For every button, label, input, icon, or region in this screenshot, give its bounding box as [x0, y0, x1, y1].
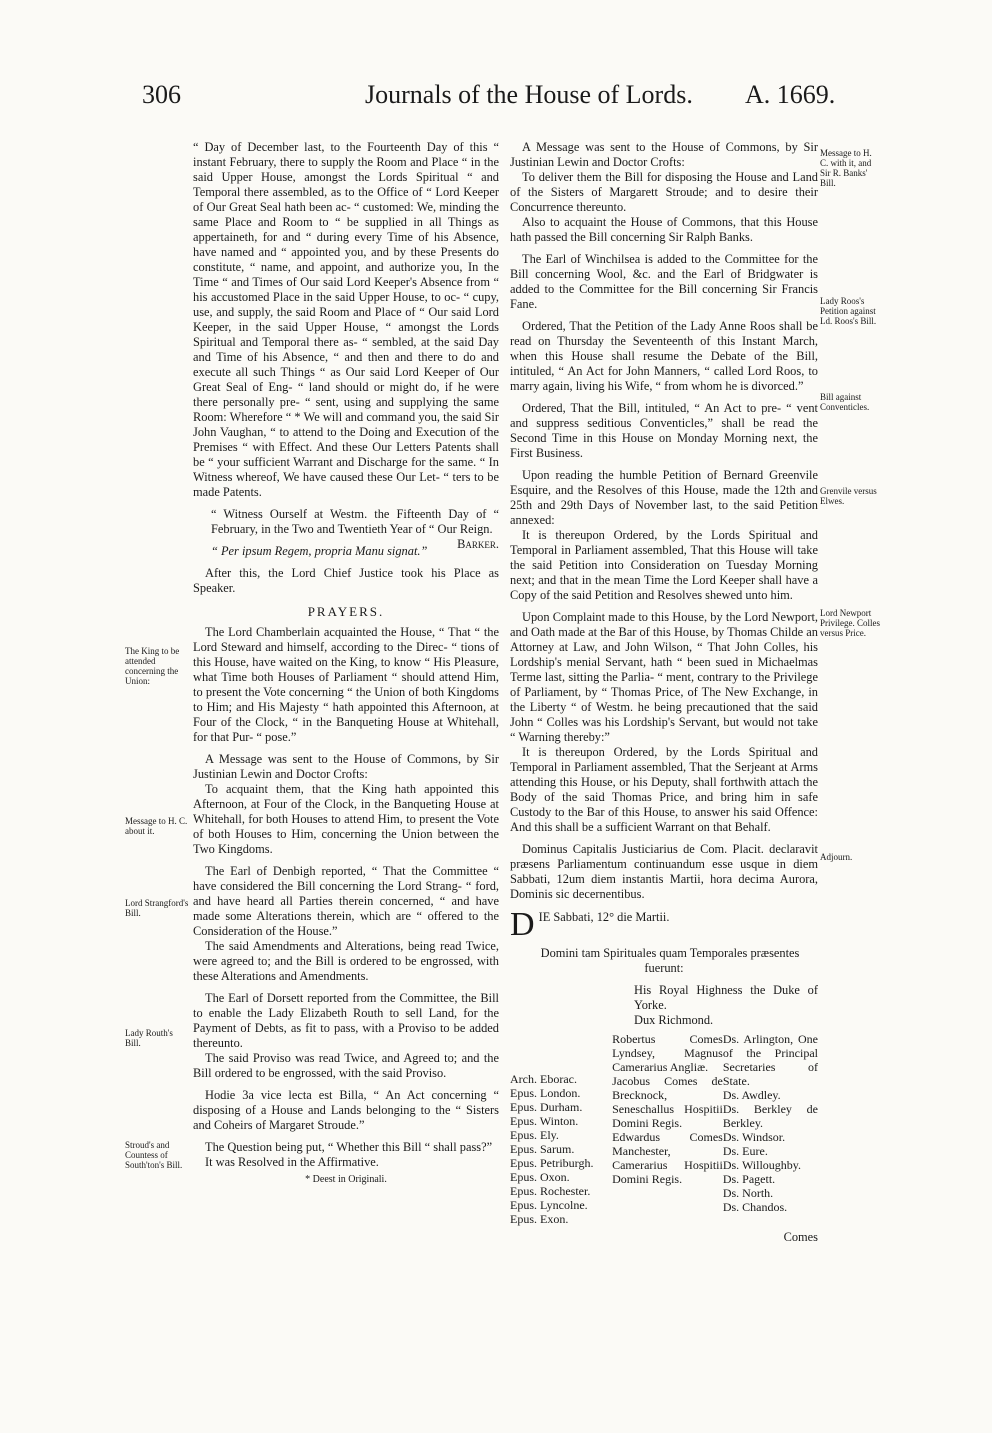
margin-note-roos: Lady Roos's Petition against Ld. Roos's Bill. — [820, 296, 877, 326]
bishop-name: Epus. Winton. — [510, 1114, 579, 1128]
message-banks: Also to acquaint the House of Commons, that this House hath passed the Bill concerning Sir Ralph Banks. — [510, 215, 818, 244]
right-column — [510, 140, 818, 1245]
dux-richmond: Dux Richmond. — [634, 1013, 714, 1027]
page-header — [0, 80, 992, 130]
prayers-heading: PRAYERS. — [307, 604, 385, 619]
bishop-name: Epus. Lyncolne. — [510, 1198, 588, 1212]
margin-note-newport: Lord Newport Privilege. Colles versus Price. — [820, 608, 880, 638]
lord-name: Ds. Chandos. — [722, 1200, 788, 1214]
newport-complaint: Upon Complaint made to this House, by the Lord Newport, and Oath made at the Bar of this House, by Thomas Childe an Attorney at Law, and John Wilson, “ That John Colles, his Lordship's menial Servant, hath “ been sued in Michaelmas Terme last, sitting the Parlia- “ ment, contrary to the Privilege of Parliament, by “ Thomas Price, of The New Exchange, in the Liberty “ of Westm. he being precautioned that the said John “ Colles was his Lordship's Servant, but would not take “ Warning thereby:” — [510, 610, 818, 744]
running-title: Journals of the House of Lords. — [365, 80, 693, 109]
lord-name: Ds. Eure. — [722, 1144, 768, 1158]
bishop-name: Epus. Oxon. — [510, 1170, 570, 1184]
message-detail: To acquaint them, that the King hath appointed this Afternoon, at Four of the Clock, in the Banqueting House at Whitehall, for both Houses to attend Him, to present the Vote of both Houses to Him, concerning the Union between the Two Kingdoms. — [193, 782, 499, 856]
lord-name: Ds. Awdley. — [722, 1088, 781, 1102]
year: A. 1669. — [745, 80, 836, 109]
margin-note-message: Message to H. C. about it. — [125, 816, 188, 836]
margin-note-message-r: Message to H. C. with it, and Sir R. Banks' Bill. — [820, 148, 872, 188]
margin-note-stroud: Stroud's and Countess of South'ton's Bill. — [125, 1140, 183, 1170]
winchilsea-paragraph: The Earl of Winchilsea is added to the Committee for the Bill concerning Wool, &c. and the Earl of Bridgwater is added to the Committee for the Bill concerning Sir Francis Fane. — [510, 252, 818, 311]
message-deliver: To deliver them the Bill for disposing the House and Land of the Sisters of Margarett Stroude; and to desire their Concurrence thereunto. — [510, 170, 818, 214]
lord-name: Ds. Berkley de Berkley. — [722, 1102, 818, 1130]
domini-present: Domini tam Spirituales quam Temporales præsentes fuerunt: — [540, 946, 800, 975]
margin-note-conventicles: Bill against Conventicles. — [820, 392, 870, 412]
roos-order: Ordered, That the Petition of the Lady Anne Roos shall be read on Thursday the Seventeenth of this Instant March, when this House shall resume the Debate of the Bill, intituled, “ An Act for John Manners, “ called Lord Roos, to marry again, living his Wife, “ from whom he is divorced.” — [510, 319, 818, 393]
lord-name: Ds. Arlington, One of the Principal Secretaries of State. — [722, 1032, 818, 1088]
lord-name: Ds. North. — [722, 1186, 774, 1200]
barker-signature: Barker. — [457, 537, 499, 551]
chamberlain-paragraph: The Lord Chamberlain acquainted the House, “ That “ the Lord Steward and himself, according to the Direc- “ tions of this House, have waited on the King, to know “ His Pleasure, what Time both Houses of Parliament “ should attend Him, to present the Vote concerning “ the Union of both Kingdoms to Him; and His Majesty “ hath appointed this Afternoon, at Four of the Clock, “ in the Banqueting House at Whitehall, for that Pur- “ pose.” — [193, 625, 499, 744]
bishops-column — [510, 1032, 612, 1226]
margin-note-king: The King to be attended concerning the Union: — [125, 646, 180, 686]
bishop-name: Epus. Petriburgh. — [510, 1156, 594, 1170]
drop-cap: D — [510, 906, 535, 943]
lord-name: Ds. Pagett. — [722, 1172, 776, 1186]
earls-column — [612, 1032, 723, 1226]
margin-note-routh: Lady Routh's Bill. — [125, 1028, 173, 1048]
bishop-name: Epus. Sarum. — [510, 1142, 575, 1156]
earl-name: Jacobus Comes de Brecknock, Seneschallus Hospitii Domini Regis. — [612, 1074, 723, 1130]
lords-column — [723, 1032, 818, 1226]
margin-note-adjourn: Adjourn. — [820, 852, 853, 862]
margin-note-strangford: Lord Strangford's Bill. — [125, 898, 189, 918]
sitting-date: IE Sabbati, 12° die Martii. — [538, 910, 670, 924]
conventicles-order: Ordered, That the Bill, intituled, “ An Act to pre- “ vent and suppress seditious Conventicles,” shall be read the Second Time in this House on Monday Morning next, the First Business. — [510, 401, 818, 460]
left-column — [193, 140, 499, 1187]
sitting-heading — [510, 906, 818, 943]
royal-highness: His Royal Highness the Duke of Yorke. — [634, 983, 818, 1012]
lord-name: Ds. Windsor. — [722, 1130, 786, 1144]
per-ipsum: “ Per ipsum Regem, propria Manu signat.” — [211, 544, 428, 558]
bishop-name: Epus. London. — [510, 1086, 581, 1100]
hodie-paragraph: Hodie 3a vice lecta est Billa, “ An Act concerning “ disposing of a House and Lands belonging to the “ Sisters and Coheirs of Margaret Stroude.” — [193, 1088, 499, 1132]
message-commons: A Message was sent to the House of Commons, by Sir Justinian Lewin and Doctor Crofts: — [510, 140, 818, 169]
message-paragraph: A Message was sent to the House of Commons, by Sir Justinian Lewin and Doctor Crofts: — [193, 752, 499, 781]
attendance-list — [510, 1032, 818, 1226]
bishop-name: Arch. Eborac. — [510, 1072, 577, 1086]
denbigh-paragraph: The Earl of Denbigh reported, “ That the Committee “ have considered the Bill concerning the Lord Strang- “ ford, and have heard all Parties therein concerned, “ and have made some Alterations therein, which are “ offered to the Consideration of the House.” — [193, 864, 499, 938]
bishop-name: Epus. Ely. — [510, 1128, 559, 1142]
newport-order: It is thereupon Ordered, by the Lords Spiritual and Temporal in Parliament assembled, That the Serjeant at Arms attending this House, or his Deputy, shall forthwith attach the Body of the said Thomas Price, and bring him in safe Custody to the Bar of this House, to answer his said Offence: And this shall be a sufficient Warrant on that Behalf. — [510, 745, 818, 834]
resolved-paragraph: It was Resolved in the Affirmative. — [205, 1155, 379, 1169]
dorsett-paragraph: The Earl of Dorsett reported from the Committee, the Bill to enable the Lady Elizabeth Routh to sell Land, for the Payment of Debts, as fit to pass, with a Proviso to be added thereunto. — [193, 991, 499, 1050]
bishop-name: Epus. Durham. — [510, 1100, 583, 1114]
bishop-name: Epus. Exon. — [510, 1212, 569, 1226]
lord-name: Ds. Willoughby. — [722, 1158, 802, 1172]
denbigh-amendments: The said Amendments and Alterations, being read Twice, were agreed to; and the Bill is ordered to be engrossed, with these Alterations and Amendments. — [193, 939, 499, 983]
page-number: 306 — [142, 80, 181, 109]
margin-note-grenvile: Grenvile versus Elwes. — [820, 486, 877, 506]
speaker-note: After this, the Lord Chief Justice took his Place as Speaker. — [193, 566, 499, 595]
witness-text: “ Witness Ourself at Westm. the Fifteenth Day of “ February, in the Two and Twentieth Year of “ Our Reign. — [211, 507, 499, 536]
earl-name: Edwardus Comes Manchester, Camerarius Hospitii Domini Regis. — [612, 1130, 723, 1186]
earl-name: Robertus Comes Lyndsey, Magnus Camerarius Angliæ. — [612, 1032, 723, 1074]
commission-text: “ Day of December last, to the Fourteenth Day of this “ instant February, there to supply the Room and Place “ in the said Upper House, amongst the Lords Spiritual “ and Temporal there assembled, as to the Office of “ Lord Keeper of Our Great Seal hath been ac- “ customed: We, minding the same Place and Room to “ be supplied in all Things as appertaineth, for and “ during every Time of his Absence, have named and “ appointed you, and by these Presents do constitute, “ name, and appoint, and authorize you, In the Time “ and Times of Our said Lord Keeper's Absence from “ his accustomed Place in the said Upper House, to oc- “ cupy, use, and supply, the said Room and Place of “ Our said Lord Keeper, in the said Upper House, “ amongst the Lords Spiritual and Temporal there as- “ sembled, at the said Day and Time of his Absence, “ and then and there to do and execute all such Things “ as Our said Lord Keeper of Our Great Seal of Eng- “ land should or might do, if he were there personally pre- “ sent, using and supplying the same Room: Wherefore “ * We will and command you, the said Sir John Vaughan, “ to attend to the Doing and Execution of the Premises “ with Effect. And these Our Letters Patents shall be “ your sufficient Warrant and Discharge for the same. “ In Witness whereof, We have caused these Our Let- “ ters to be made Patents. — [193, 140, 499, 499]
bishop-name: Epus. Rochester. — [510, 1184, 591, 1198]
catchword: Comes — [783, 1230, 818, 1244]
adjournment: Dominus Capitalis Justiciarius de Com. Placit. declaravit præsens Parliamentum continuandum esse usque in diem Sabbati, 12um diem instantis Martii, hora decima Aurora, Dominis sic decernentibus. — [510, 842, 818, 901]
grenvile-petition: Upon reading the humble Petition of Bernard Greenvile Esquire, and the Resolves of this House, made the 12th and 25th and 29th Days of November last, to the said Petition annexed: — [510, 468, 818, 527]
grenvile-order: It is thereupon Ordered, by the Lords Spiritual and Temporal in Parliament assembled, That this House will take the said Petition into Consideration on Tuesday Morning next; and that in the mean Time the Lord Keeper shall have a Copy of the said Petition and Resolves shewed unto him. — [510, 528, 818, 602]
question-paragraph: The Question being put, “ Whether this Bill “ shall pass?” — [205, 1140, 493, 1154]
dorsett-proviso: The said Proviso was read Twice, and Agreed to; and the Bill ordered to be engrossed, with the said Proviso. — [193, 1051, 499, 1080]
footnote: * Deest in Originali. — [305, 1174, 387, 1185]
